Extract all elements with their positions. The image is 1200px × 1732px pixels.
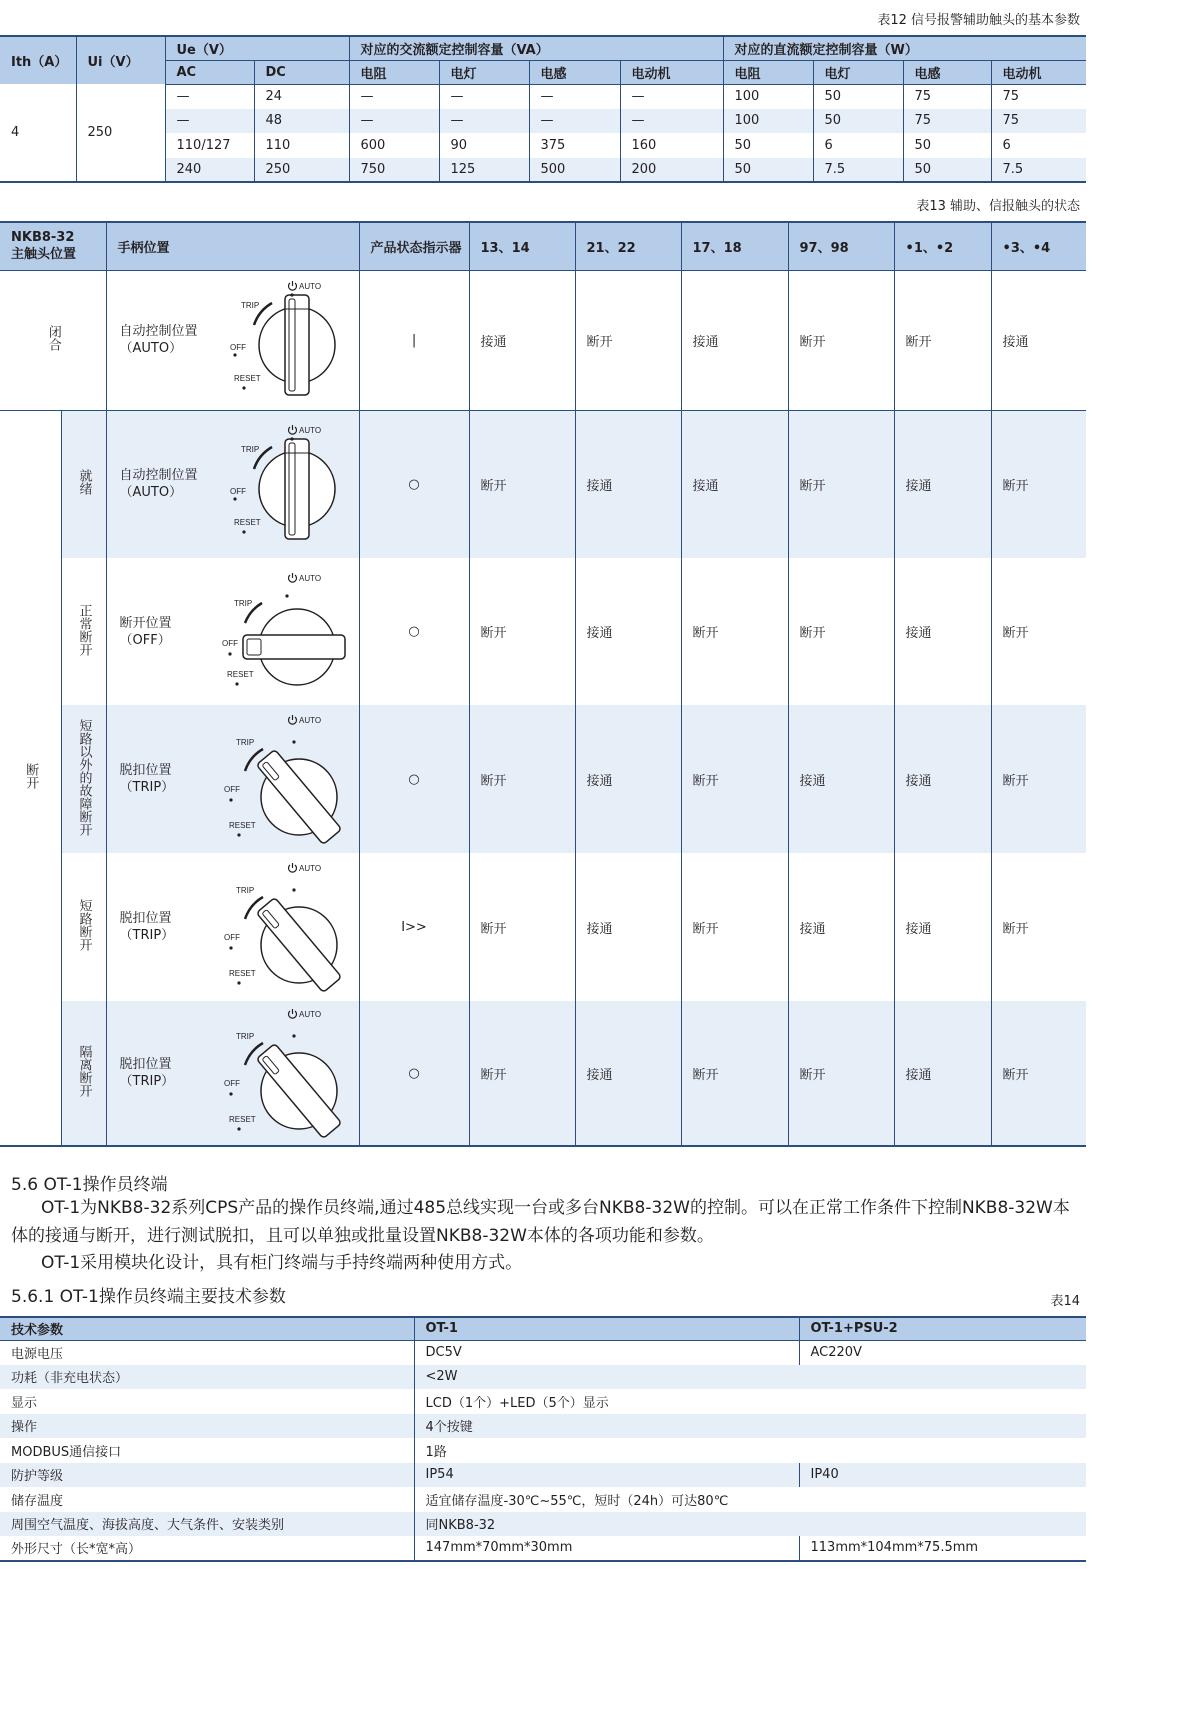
header-ac-capacity: 对应的交流额定控制容量（VA）	[349, 36, 723, 60]
param-name: 功耗（非充电状态）	[0, 1365, 414, 1390]
table-cell: 375	[529, 133, 620, 158]
table-cell: —	[165, 109, 254, 134]
handle-position-code: （TRIP）	[119, 1074, 175, 1089]
table-row	[0, 853, 1086, 1001]
sub-state-cell	[61, 705, 106, 853]
handle-position-code: （TRIP）	[119, 928, 175, 943]
dial-off-label: OFF	[229, 487, 246, 497]
table-cell: 90	[439, 133, 529, 158]
contact-state-cell: 断开	[991, 705, 1086, 853]
dial-off-label: OFF	[223, 1079, 240, 1088]
handle-dial-icon	[217, 567, 349, 697]
table-row	[0, 1365, 1086, 1390]
shared-value: 同NKB8-32	[414, 1512, 1086, 1537]
table-cell: 600	[349, 133, 439, 158]
header-contact: 13、14	[469, 222, 575, 270]
contact-state-cell: 断开	[788, 270, 894, 410]
handle-position-cell	[106, 853, 359, 1001]
table-row	[0, 558, 1086, 705]
sub-state-label: 短路断开	[76, 899, 92, 951]
contact-state-cell: 接通	[681, 410, 788, 558]
contact-state-cell: 接通	[681, 270, 788, 410]
table-row	[0, 1512, 1086, 1537]
power-icon	[288, 863, 296, 872]
handle-dial-icon	[217, 1003, 349, 1143]
table-cell: —	[165, 84, 254, 109]
header-ac-col: 电阻	[349, 60, 439, 84]
section-paragraph: OT-1采用模块化设计，具有柜门终端与手持终端两种使用方式。	[41, 1253, 523, 1273]
power-icon	[288, 281, 296, 290]
table-cell: 48	[254, 109, 349, 134]
dial-reset-label: RESET	[228, 969, 256, 978]
contact-state-cell: 接通	[788, 853, 894, 1001]
dial-reset-label: RESET	[226, 669, 254, 679]
handle-dial-icon	[217, 857, 349, 997]
contact-state-cell: 断开	[788, 558, 894, 705]
header-dc-col: 电阻	[723, 60, 813, 84]
table-cell: 75	[991, 109, 1086, 134]
table-cell: 75	[903, 109, 991, 134]
sub-state-cell	[61, 853, 106, 1001]
table-cell: 110/127	[165, 133, 254, 158]
sub-state-cell	[61, 1001, 106, 1146]
handle-position-name: 脱扣位置	[119, 763, 172, 778]
param-name: MODBUS通信接口	[11, 1444, 122, 1460]
header-dc-capacity: 对应的直流额定控制容量（W）	[723, 36, 1086, 60]
sub-state-cell	[61, 410, 106, 558]
handle-position-name: 自动控制位置	[119, 324, 198, 339]
table-cell: 75	[903, 84, 991, 109]
dial-reset-label: RESET	[233, 374, 261, 383]
shared-value: 适宜储存温度-30℃~55℃，短时（24h）可达80℃	[414, 1487, 1086, 1512]
section-subtitle: 5.6.1 OT-1操作员终端主要技术参数	[11, 1287, 286, 1307]
ot1-value: DC5V	[414, 1340, 799, 1365]
handle-position-label	[120, 1056, 175, 1090]
power-icon	[288, 573, 296, 582]
header-contact: •1、•2	[894, 222, 991, 270]
header-dc: DC	[254, 60, 349, 84]
table-row	[0, 1463, 1086, 1488]
dial-trip-label: TRIP	[240, 301, 259, 310]
header-dc-col: 电灯	[813, 60, 903, 84]
header-indicator: 产品状态指示器	[359, 222, 469, 270]
indicator-cell: ○	[359, 705, 469, 853]
table12-caption: 表12 信号报警辅助触头的基本参数	[877, 13, 1080, 28]
contact-state-cell: 接通	[575, 853, 681, 1001]
table-row	[0, 1340, 1086, 1365]
table-cell: 160	[620, 133, 723, 158]
header-contact: •3、•4	[991, 222, 1086, 270]
table-cell: —	[620, 109, 723, 134]
contact-state-cell: 接通	[894, 705, 991, 853]
contact-state-cell: 断开	[469, 410, 575, 558]
open-cell	[0, 410, 61, 1146]
table-cell: 50	[723, 158, 813, 183]
dial-auto-label: AUTO	[298, 716, 321, 725]
dial-auto-label: AUTO	[298, 1010, 321, 1019]
power-icon	[288, 715, 296, 724]
table-row	[0, 410, 1086, 558]
table-cell: —	[529, 84, 620, 109]
dial-auto-label: AUTO	[298, 864, 321, 873]
header-ac-col: 电感	[529, 60, 620, 84]
contact-state-cell: 断开	[469, 705, 575, 853]
indicator-cell: ○	[359, 410, 469, 558]
table-cell: —	[349, 84, 439, 109]
table-cell: 6	[813, 133, 903, 158]
section-paragraph: OT-1为NKB8-32系列CPS产品的操作员终端,通过485总线实现一台或多台NKB8-32W的控制。可以在正常工作条件下控制NKB8-32W本体的接通与断开，进行测试脱扣，且可以单独或批量设置NKB8-32W本体的各项功能和参数。	[11, 1198, 1070, 1246]
handle-position-name: 自动控制位置	[119, 468, 198, 484]
sub-state-label: 正常断开	[76, 603, 92, 656]
table-cell: 110	[254, 133, 349, 158]
dial-trip-label: TRIP	[235, 886, 254, 895]
table-cell: 250	[254, 158, 349, 183]
dial-off-label: OFF	[221, 638, 238, 648]
param-name: 防护等级	[0, 1463, 414, 1488]
table-cell: —	[439, 109, 529, 134]
table-row	[0, 1389, 1086, 1414]
contact-state-cell: 断开	[788, 1001, 894, 1146]
closed-cell	[0, 270, 106, 410]
contact-state-cell: 断开	[788, 410, 894, 558]
table-cell: 750	[349, 158, 439, 183]
table-row	[0, 1414, 1086, 1439]
contact-state-cell: 断开	[991, 1001, 1086, 1146]
handle-position-label	[120, 323, 198, 357]
sub-state-label: 就绪	[76, 469, 92, 496]
table-cell: 200	[620, 158, 723, 183]
table-cell: 6	[991, 133, 1086, 158]
closed-label: 闭合	[45, 325, 61, 351]
sub-state-label: 隔离断开	[76, 1045, 92, 1097]
contact-state-cell: 断开	[469, 558, 575, 705]
contact-state-cell: 断开	[469, 853, 575, 1001]
table-cell: 500	[529, 158, 620, 183]
table12	[0, 35, 1086, 183]
power-icon	[288, 1009, 296, 1018]
table-row	[0, 1001, 1086, 1146]
header-contact: 97、98	[788, 222, 894, 270]
power-icon	[288, 425, 296, 434]
table-cell: —	[529, 109, 620, 134]
header-ith: Ith（A）	[0, 36, 76, 84]
dial-trip-label: TRIP	[240, 445, 259, 455]
handle-position-code: （TRIP）	[119, 780, 175, 795]
contact-state-cell: 接通	[894, 558, 991, 705]
table-row	[0, 1536, 1086, 1561]
handle-position-name: 断开位置	[119, 615, 172, 631]
handle-dial-icon	[217, 709, 349, 849]
header-contact: 17、18	[681, 222, 788, 270]
header-ui: Ui（V）	[76, 36, 165, 84]
contact-state-cell: 接通	[894, 410, 991, 558]
contact-state-cell: 接通	[991, 270, 1086, 410]
shared-value: <2W	[414, 1365, 1086, 1390]
handle-position-cell	[106, 410, 359, 558]
table-cell: 125	[439, 158, 529, 183]
dial-auto-label: AUTO	[298, 573, 321, 583]
table13-caption: 表13 辅助、信报触头的状态	[916, 199, 1080, 214]
handle-position-code: （AUTO）	[119, 341, 183, 356]
contact-state-cell: 接通	[469, 270, 575, 410]
section-title: 5.6 OT-1操作员终端	[11, 1175, 168, 1195]
contact-state-cell: 断开	[894, 270, 991, 410]
param-name: 外形尺寸（长*宽*高）	[11, 1542, 142, 1558]
handle-position-code: （OFF）	[119, 632, 171, 648]
table-cell: 50	[903, 158, 991, 183]
table-row	[0, 84, 1086, 109]
ot1-value: 147mm*70mm*30mm	[414, 1536, 799, 1561]
handle-position-code: （AUTO）	[119, 485, 183, 501]
table-cell: 7.5	[813, 158, 903, 183]
contact-state-cell: 断开	[575, 270, 681, 410]
header-handle-position: 手柄位置	[106, 222, 359, 270]
header-ue: Ue（V）	[165, 36, 349, 60]
handle-position-cell	[106, 705, 359, 853]
dial-off-label: OFF	[229, 343, 246, 352]
param-name: 周围空气温度、海拔高度、大气条件、安装类别	[0, 1512, 414, 1537]
dial-trip-label: TRIP	[235, 738, 254, 747]
table14	[0, 1316, 1086, 1562]
contact-state-cell: 断开	[681, 1001, 788, 1146]
dial-auto-label: AUTO	[298, 426, 321, 436]
header-contact: 21、22	[575, 222, 681, 270]
ot1-psu2-value: IP40	[799, 1463, 1086, 1488]
table-row	[0, 1438, 1086, 1463]
handle-position-label	[120, 762, 175, 796]
shared-value: LCD（1个）+LED（5个）显示	[414, 1389, 1086, 1414]
table-cell: 50	[723, 133, 813, 158]
header-main-contact: NKB8-32 主触头位置	[0, 222, 106, 270]
handle-position-label	[120, 467, 198, 501]
contact-state-cell: 断开	[681, 705, 788, 853]
indicator-cell: |	[359, 270, 469, 410]
header-ot1-psu2: OT-1+PSU-2	[799, 1317, 1086, 1340]
handle-dial-icon	[217, 419, 349, 549]
ui-value: 250	[76, 84, 165, 182]
header-param: 技术参数	[0, 1317, 414, 1340]
header-ac-col: 电动机	[620, 60, 723, 84]
table-row	[0, 705, 1086, 853]
handle-position-name: 脱扣位置	[119, 1057, 172, 1072]
table-cell: 50	[813, 109, 903, 134]
table-row	[0, 1487, 1086, 1512]
open-label: 断开	[23, 762, 39, 789]
header-dc-col: 电感	[903, 60, 991, 84]
dial-trip-label: TRIP	[235, 1032, 254, 1041]
contact-state-cell: 接通	[788, 705, 894, 853]
indicator-cell: ○	[359, 558, 469, 705]
dial-reset-label: RESET	[228, 1115, 256, 1124]
table14-caption: 表14	[1050, 1294, 1080, 1309]
sub-state-cell	[61, 558, 106, 705]
handle-position-label	[120, 910, 175, 944]
handle-position-label	[120, 615, 172, 649]
contact-state-cell: 断开	[991, 410, 1086, 558]
table-cell: —	[349, 109, 439, 134]
contact-state-cell: 断开	[991, 558, 1086, 705]
param-name: 操作	[0, 1414, 414, 1439]
contact-state-cell: 断开	[681, 853, 788, 1001]
shared-value: 4个按键	[414, 1414, 1086, 1439]
contact-state-cell: 断开	[681, 558, 788, 705]
dial-off-label: OFF	[223, 785, 240, 794]
indicator-cell: I>>	[359, 853, 469, 1001]
table-cell: 50	[903, 133, 991, 158]
handle-position-cell	[106, 270, 359, 410]
shared-value: 1路	[414, 1438, 1086, 1463]
ot1-psu2-value: 113mm*104mm*75.5mm	[799, 1536, 1086, 1561]
ot1-psu2-value: AC220V	[799, 1340, 1086, 1365]
dial-off-label: OFF	[223, 933, 240, 942]
table-cell: —	[439, 84, 529, 109]
table-cell: 24	[254, 84, 349, 109]
ith-value: 4	[11, 125, 20, 140]
table-row	[0, 270, 1086, 410]
handle-dial-icon	[217, 275, 349, 405]
header-ac-col: 电灯	[439, 60, 529, 84]
contact-state-cell: 接通	[575, 558, 681, 705]
table-cell: 75	[991, 84, 1086, 109]
contact-state-cell: 接通	[575, 410, 681, 558]
table-cell: 100	[723, 84, 813, 109]
contact-state-cell: 接通	[575, 1001, 681, 1146]
header-dc-col: 电动机	[991, 60, 1086, 84]
contact-state-cell: 接通	[575, 705, 681, 853]
dial-reset-label: RESET	[233, 518, 261, 528]
table-cell: 7.5	[991, 158, 1086, 183]
header-ot1: OT-1	[414, 1317, 799, 1340]
table-cell: 240	[165, 158, 254, 183]
table13	[0, 221, 1086, 1147]
handle-position-name: 脱扣位置	[119, 911, 172, 926]
param-name: 储存温度	[11, 1493, 64, 1509]
handle-position-cell	[106, 1001, 359, 1146]
header-ac: AC	[165, 60, 254, 84]
param-name: 显示	[11, 1395, 38, 1411]
contact-state-cell: 接通	[894, 853, 991, 1001]
dial-trip-label: TRIP	[233, 598, 252, 608]
table-cell: —	[620, 84, 723, 109]
contact-state-cell: 接通	[894, 1001, 991, 1146]
contact-state-cell: 断开	[469, 1001, 575, 1146]
contact-state-cell: 断开	[991, 853, 1086, 1001]
indicator-cell: ○	[359, 1001, 469, 1146]
param-name: 电源电压	[11, 1347, 64, 1362]
dial-reset-label: RESET	[228, 821, 256, 830]
sub-state-label: 短路以外的故障断开	[76, 718, 92, 836]
ot1-value: IP54	[414, 1463, 799, 1488]
handle-position-cell	[106, 558, 359, 705]
dial-auto-label: AUTO	[298, 282, 321, 291]
table-cell: 100	[723, 109, 813, 134]
table-cell: 50	[813, 84, 903, 109]
